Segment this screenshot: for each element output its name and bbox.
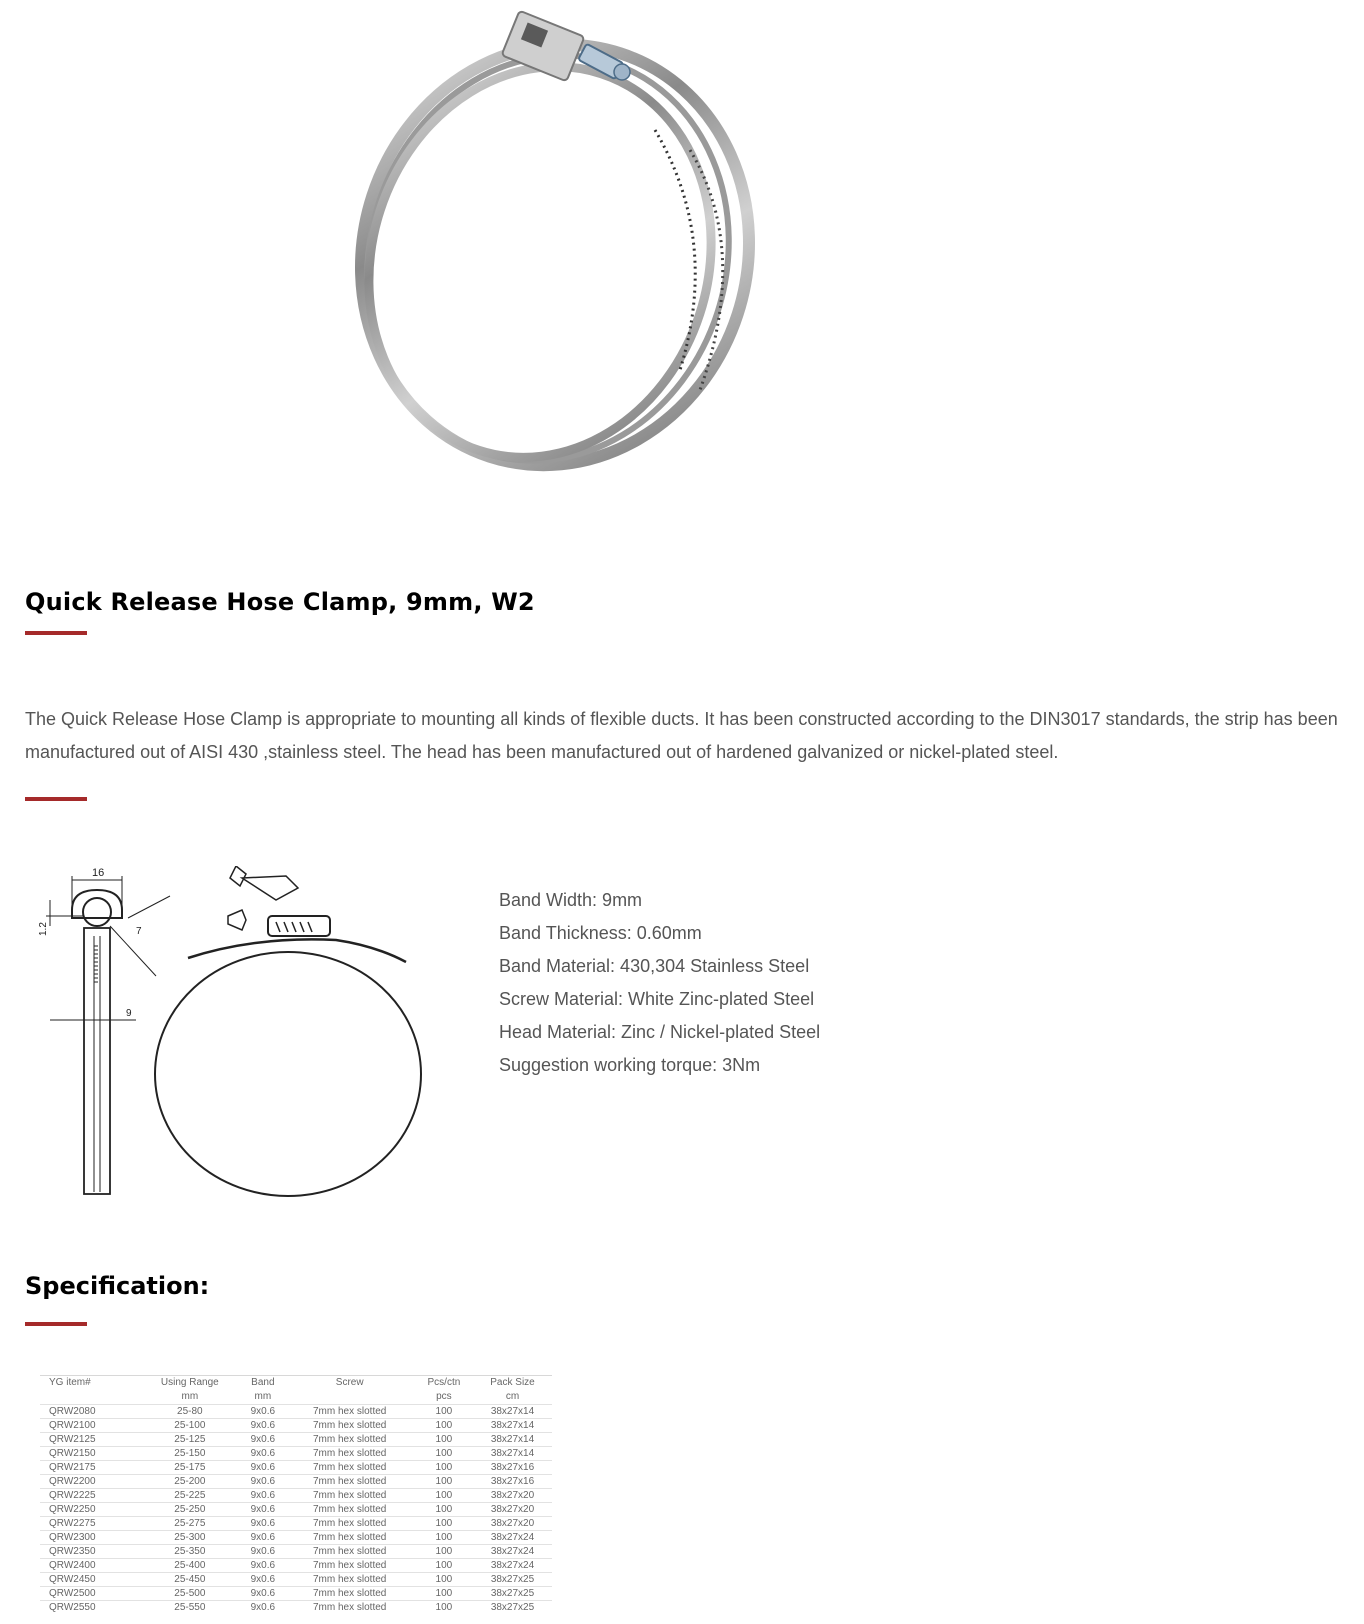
- table-cell: 25-275: [139, 1517, 242, 1531]
- clamp-ring: [155, 952, 421, 1196]
- table-cell: QRW2250: [40, 1503, 139, 1517]
- dim-height-label: 1.2: [38, 922, 49, 936]
- table-cell: 25-350: [139, 1545, 242, 1559]
- section-divider: [25, 797, 87, 801]
- table-cell: 7mm hex slotted: [285, 1461, 415, 1475]
- table-cell: 7mm hex slotted: [285, 1559, 415, 1573]
- table-cell: 38x27x25: [473, 1587, 552, 1601]
- table-cell: QRW2080: [40, 1405, 139, 1419]
- table-row: [40, 1461, 552, 1475]
- table-cell: 100: [415, 1461, 473, 1475]
- table-row: [40, 1433, 552, 1447]
- table-cell: 7mm hex slotted: [285, 1447, 415, 1461]
- table-cell: 100: [415, 1573, 473, 1587]
- spec-band-thickness: Band Thickness: 0.60mm: [499, 923, 702, 943]
- table-cell: 25-250: [139, 1503, 242, 1517]
- table-header: Using Range: [139, 1376, 242, 1391]
- table-row: [40, 1489, 552, 1503]
- table-row: [40, 1419, 552, 1433]
- table-header: YG item#: [40, 1376, 139, 1391]
- table-cell: 38x27x14: [473, 1405, 552, 1419]
- table-unit: [40, 1390, 139, 1405]
- table-cell: QRW2400: [40, 1559, 139, 1573]
- table-cell: 9x0.6: [241, 1489, 284, 1503]
- table-cell: 100: [415, 1601, 473, 1615]
- table-row: [40, 1503, 552, 1517]
- table-cell: 7mm hex slotted: [285, 1601, 415, 1615]
- table-cell: QRW2150: [40, 1447, 139, 1461]
- table-cell: 100: [415, 1545, 473, 1559]
- table-cell: 38x27x25: [473, 1601, 552, 1615]
- dim-band-label: 9: [126, 1008, 132, 1019]
- table-cell: QRW2450: [40, 1573, 139, 1587]
- table-unit: mm: [181, 1391, 199, 1402]
- table-cell: 38x27x20: [473, 1517, 552, 1531]
- table-cell: 100: [415, 1433, 473, 1447]
- table-row: [40, 1531, 552, 1545]
- table-cell: 100: [415, 1475, 473, 1489]
- spec-torque: Suggestion working torque: 3Nm: [499, 1055, 761, 1075]
- table-cell: 100: [415, 1559, 473, 1573]
- table-cell: 25-225: [139, 1489, 242, 1503]
- product-title: Quick Release Hose Clamp, 9mm, W2: [25, 588, 535, 616]
- table-row: [40, 1587, 552, 1601]
- table-cell: 9x0.6: [241, 1447, 284, 1461]
- table-header: Band: [241, 1376, 284, 1391]
- specification-title: Specification:: [25, 1272, 210, 1300]
- table-cell: 25-80: [139, 1405, 242, 1419]
- table-cell: 25-125: [139, 1433, 242, 1447]
- table-cell: 9x0.6: [241, 1475, 284, 1489]
- table-cell: 38x27x24: [473, 1545, 552, 1559]
- table-cell: 7mm hex slotted: [285, 1489, 415, 1503]
- table-cell: QRW2225: [40, 1489, 139, 1503]
- table-cell: 100: [415, 1587, 473, 1601]
- spec-list: [499, 884, 820, 1082]
- table-cell: 7mm hex slotted: [285, 1419, 415, 1433]
- table-cell: 38x27x24: [473, 1559, 552, 1573]
- table-cell: 25-200: [139, 1475, 242, 1489]
- table-cell: 7mm hex slotted: [285, 1517, 415, 1531]
- table-cell: 7mm hex slotted: [285, 1405, 415, 1419]
- table-cell: QRW2350: [40, 1545, 139, 1559]
- table-cell: 100: [415, 1503, 473, 1517]
- table-cell: 100: [415, 1447, 473, 1461]
- table-cell: 25-500: [139, 1587, 242, 1601]
- table-cell: 9x0.6: [241, 1545, 284, 1559]
- table-cell: 9x0.6: [241, 1419, 284, 1433]
- table-cell: QRW2125: [40, 1433, 139, 1447]
- table-cell: 7mm hex slotted: [285, 1503, 415, 1517]
- product-photo: [0, 0, 1364, 520]
- specification-table-body: [40, 1405, 552, 1615]
- table-cell: 7mm hex slotted: [285, 1587, 415, 1601]
- spec-band-width: Band Width: 9mm: [499, 890, 643, 910]
- table-cell: 38x27x20: [473, 1489, 552, 1503]
- table-cell: 38x27x20: [473, 1503, 552, 1517]
- table-row: [40, 1601, 552, 1615]
- table-cell: 7mm hex slotted: [285, 1545, 415, 1559]
- table-cell: 100: [415, 1531, 473, 1545]
- dim-width-label: 16: [92, 867, 105, 879]
- table-cell: 9x0.6: [241, 1601, 284, 1615]
- hose-clamp-image: [0, 0, 1364, 520]
- product-description: The Quick Release Hose Clamp is appropriate to mounting all kinds of flexible ducts. It has been constructed according to the DIN3017 standards, the strip has been manufactured out of AISI 430 ,stainless steel. The head has been manufactured out of hardened galvanized or nickel-plated steel.: [25, 709, 1338, 762]
- table-cell: 9x0.6: [241, 1587, 284, 1601]
- table-cell: 25-300: [139, 1531, 242, 1545]
- table-unit: cm: [505, 1391, 520, 1402]
- table-cell: 25-550: [139, 1601, 242, 1615]
- table-unit: mm: [254, 1391, 272, 1402]
- table-cell: 100: [415, 1489, 473, 1503]
- spec-screw-material: Screw Material: White Zinc-plated Steel: [499, 989, 815, 1009]
- table-cell: 38x27x24: [473, 1531, 552, 1545]
- table-cell: 25-150: [139, 1447, 242, 1461]
- table-cell: 9x0.6: [241, 1517, 284, 1531]
- table-cell: QRW2175: [40, 1461, 139, 1475]
- table-cell: 38x27x14: [473, 1447, 552, 1461]
- table-cell: QRW2200: [40, 1475, 139, 1489]
- table-row: [40, 1475, 552, 1489]
- table-unit: pcs: [436, 1391, 452, 1402]
- table-unit: [285, 1390, 415, 1405]
- table-header: Pack Size: [473, 1376, 552, 1391]
- spec-band-material: Band Material: 430,304 Stainless Steel: [499, 956, 810, 976]
- table-cell: 7mm hex slotted: [285, 1433, 415, 1447]
- specification-divider: [25, 1322, 87, 1326]
- table-cell: 25-450: [139, 1573, 242, 1587]
- table-cell: QRW2550: [40, 1601, 139, 1615]
- table-cell: QRW2100: [40, 1419, 139, 1433]
- table-cell: 9x0.6: [241, 1503, 284, 1517]
- table-cell: 7mm hex slotted: [285, 1531, 415, 1545]
- table-row: [40, 1447, 552, 1461]
- specification-table: [40, 1375, 552, 1614]
- table-cell: QRW2300: [40, 1531, 139, 1545]
- table-cell: 9x0.6: [241, 1405, 284, 1419]
- table-cell: 100: [415, 1405, 473, 1419]
- dim-angle-label: 7: [136, 926, 142, 937]
- table-cell: 25-400: [139, 1559, 242, 1573]
- spec-head-material: Head Material: Zinc / Nickel-plated Steel: [499, 1022, 821, 1042]
- table-row: [40, 1517, 552, 1531]
- table-row: [40, 1545, 552, 1559]
- table-cell: 25-175: [139, 1461, 242, 1475]
- table-cell: 9x0.6: [241, 1531, 284, 1545]
- table-header: Pcs/ctn: [415, 1376, 473, 1391]
- table-row: [40, 1405, 552, 1419]
- table-cell: 38x27x16: [473, 1461, 552, 1475]
- table-cell: 9x0.6: [241, 1461, 284, 1475]
- title-divider: [25, 631, 87, 635]
- table-cell: 9x0.6: [241, 1433, 284, 1447]
- table-cell: 38x27x14: [473, 1419, 552, 1433]
- table-cell: 100: [415, 1517, 473, 1531]
- table-header: Screw: [285, 1376, 415, 1391]
- table-cell: 7mm hex slotted: [285, 1573, 415, 1587]
- table-cell: 38x27x16: [473, 1475, 552, 1489]
- table-cell: QRW2275: [40, 1517, 139, 1531]
- table-row: [40, 1573, 552, 1587]
- table-row: [40, 1559, 552, 1573]
- technical-drawing: [36, 866, 456, 1226]
- table-cell: 25-100: [139, 1419, 242, 1433]
- table-cell: QRW2500: [40, 1587, 139, 1601]
- table-cell: 38x27x25: [473, 1573, 552, 1587]
- table-cell: 100: [415, 1419, 473, 1433]
- band-profile: [84, 928, 110, 1194]
- table-cell: 9x0.6: [241, 1559, 284, 1573]
- table-cell: 38x27x14: [473, 1433, 552, 1447]
- table-cell: 9x0.6: [241, 1573, 284, 1587]
- table-cell: 7mm hex slotted: [285, 1475, 415, 1489]
